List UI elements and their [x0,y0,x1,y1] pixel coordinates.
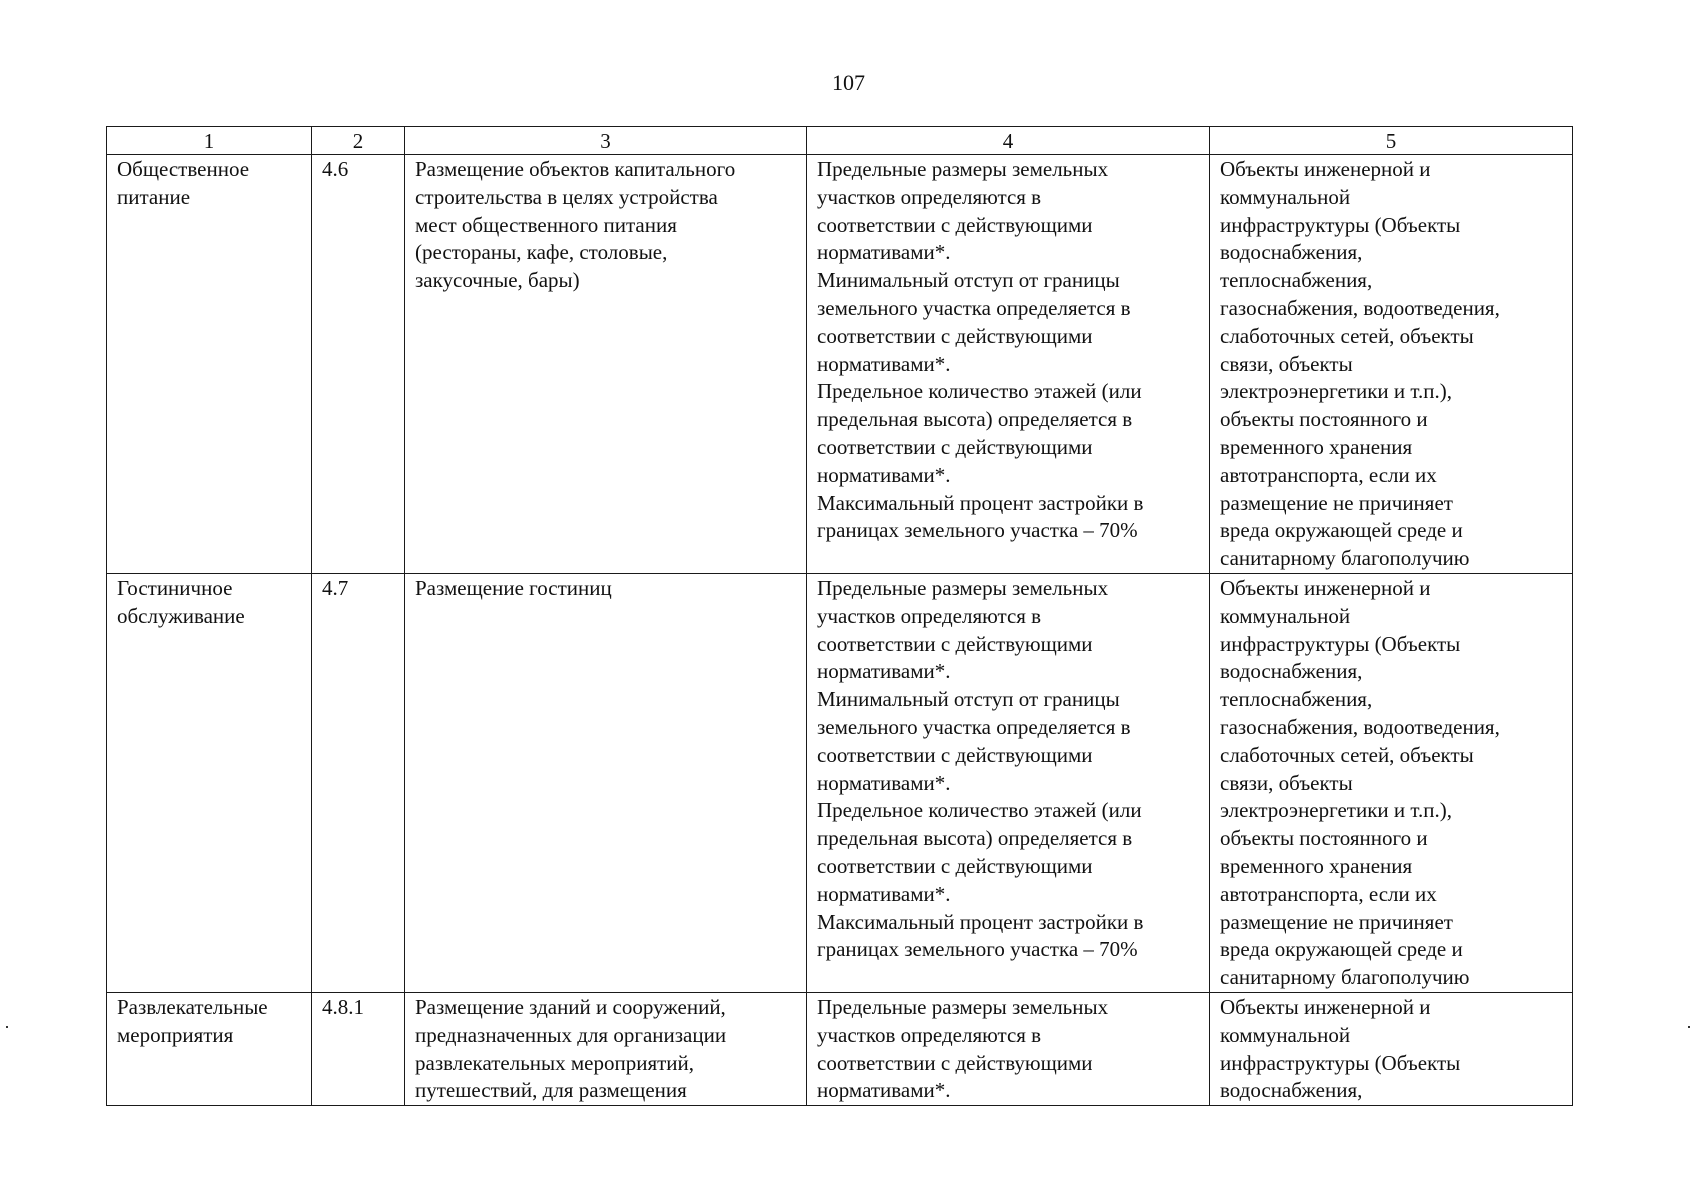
cell-text-line: Предельное количество этажей (или [817,798,1142,823]
cell-text-line: питание [117,184,191,209]
cell-text-line: связи, объекты [1220,351,1353,376]
cell-text-line: временного хранения [1220,853,1413,878]
parameters-cell [807,155,1210,574]
use-name-cell [107,573,312,992]
cell-text-line: Объекты инженерной и [1220,575,1431,600]
use-code-cell: 4.8.1 [312,992,405,1105]
cell-text-line: соответствии с действующими [817,853,1093,878]
scan-mark [1688,1026,1690,1028]
auxiliary-uses-cell [1210,573,1573,992]
cell-text-line: водоснабжения, [1220,659,1363,684]
use-description-cell [405,155,807,574]
cell-text-line: участков определяются в [817,184,1042,209]
cell-text-line: обслуживание [117,603,245,628]
scan-mark [6,1026,8,1028]
cell-text-line: Предельные размеры земельных [817,994,1109,1019]
column-header: 2 [312,127,405,155]
cell-text-line: мест общественного питания [415,212,677,237]
cell-text-line: Общественное [117,157,250,181]
cell-text-line: водоснабжения, [1220,1078,1363,1103]
cell-text-line: мероприятия [117,1022,234,1047]
cell-text-line: слаботочных сетей, объекты [1220,323,1474,348]
cell-text-line: Максимальный процент застройки в [817,490,1144,515]
cell-text-line: (рестораны, кафе, столовые, [415,240,668,265]
cell-text-line: слаботочных сетей, объекты [1220,742,1474,767]
cell-text-line: Предельные размеры земельных [817,575,1109,600]
cell-text-line: соответствии с действующими [817,742,1093,767]
table-row [107,155,1573,574]
table-row [107,992,1573,1105]
cell-text-line: Размещение зданий и сооружений, [415,994,726,1019]
cell-text-line: Размещение гостиниц [415,575,612,600]
cell-text-line: Предельные размеры земельных [817,157,1109,181]
cell-text-line: соответствии с действующими [817,434,1093,459]
cell-text-line: электроэнергетики и т.п.), [1220,798,1452,823]
cell-text-line: размещение не причиняет [1220,909,1453,934]
cell-text-line: коммунальной [1220,184,1351,209]
parameters-cell [807,992,1210,1105]
column-header: 3 [405,127,807,155]
table-row [107,573,1573,992]
cell-text-line: Минимальный отступ от границы [817,268,1120,293]
column-header: 1 [107,127,312,155]
cell-text-line: размещение не причиняет [1220,490,1453,515]
cell-text-line: водоснабжения, [1220,240,1363,265]
cell-text-line: санитарному благополучию [1220,546,1470,571]
cell-text-line: Минимальный отступ от границы [817,687,1120,712]
cell-text-line: коммунальной [1220,1022,1351,1047]
cell-text-line: границах земельного участка – 70% [817,937,1138,962]
cell-text-line: участков определяются в [817,603,1042,628]
cell-text-line: предназначенных для организации [415,1022,727,1047]
cell-text-line: земельного участка определяется в [817,714,1131,739]
parameters-cell [807,573,1210,992]
cell-text-line: предельная высота) определяется в [817,407,1133,432]
use-code-cell: 4.6 [312,155,405,574]
cell-text-line: соответствии с действующими [817,631,1093,656]
cell-text-line: нормативами*. [817,351,951,376]
use-description-cell [405,992,807,1105]
cell-text-line: путешествий, для размещения [415,1078,687,1103]
cell-text-line: Объекты инженерной и [1220,157,1431,181]
cell-text-line: нормативами*. [817,659,951,684]
use-name-cell [107,992,312,1105]
cell-text-line: коммунальной [1220,603,1351,628]
cell-text-line: Максимальный процент застройки в [817,909,1144,934]
cell-text-line: санитарному благополучию [1220,965,1470,990]
cell-text-line: нормативами*. [817,770,951,795]
table-header-row [107,127,1573,155]
cell-text-line: Объекты инженерной и [1220,994,1431,1019]
cell-text-line: газоснабжения, водоотведения, [1220,295,1500,320]
cell-text-line: участков определяются в [817,1022,1042,1047]
cell-text-line: автотранспорта, если их [1220,881,1437,906]
cell-text-line: соответствии с действующими [817,323,1093,348]
cell-text-line: нормативами*. [817,881,951,906]
cell-text-line: временного хранения [1220,434,1413,459]
cell-text-line: предельная высота) определяется в [817,826,1133,851]
cell-text-line: соответствии с действующими [817,212,1093,237]
cell-text-line: вреда окружающей среде и [1220,518,1463,543]
cell-text-line: инфраструктуры (Объекты [1220,631,1461,656]
column-header: 4 [807,127,1210,155]
cell-text-line: Развлекательные [117,994,268,1019]
cell-text-line: вреда окружающей среде и [1220,937,1463,962]
cell-text-line: автотранспорта, если их [1220,462,1437,487]
cell-text-line: объекты постоянного и [1220,826,1428,851]
use-code-cell: 4.7 [312,573,405,992]
cell-text-line: земельного участка определяется в [817,295,1131,320]
auxiliary-uses-cell [1210,155,1573,574]
cell-text-line: объекты постоянного и [1220,407,1428,432]
cell-text-line: нормативами*. [817,240,951,265]
cell-text-line: Гостиничное [117,575,233,600]
cell-text-line: электроэнергетики и т.п.), [1220,379,1452,404]
cell-text-line: развлекательных мероприятий, [415,1050,695,1075]
auxiliary-uses-cell [1210,992,1573,1105]
cell-text-line: закусочные, бары) [415,268,580,293]
zoning-table [106,126,1573,1106]
cell-text-line: нормативами*. [817,462,951,487]
cell-text-line: границах земельного участка – 70% [817,518,1138,543]
use-description-cell [405,573,807,992]
cell-text-line: соответствии с действующими [817,1050,1093,1075]
cell-text-line: газоснабжения, водоотведения, [1220,714,1500,739]
cell-text-line: теплоснабжения, [1220,268,1373,293]
cell-text-line: инфраструктуры (Объекты [1220,1050,1461,1075]
cell-text-line: теплоснабжения, [1220,687,1373,712]
cell-text-line: инфраструктуры (Объекты [1220,212,1461,237]
column-header: 5 [1210,127,1573,155]
page-number: 107 [832,70,865,95]
cell-text-line: Размещение объектов капитального [415,157,736,181]
cell-text-line: нормативами*. [817,1078,951,1103]
cell-text-line: строительства в целях устройства [415,184,718,209]
cell-text-line: Предельное количество этажей (или [817,379,1142,404]
cell-text-line: связи, объекты [1220,770,1353,795]
use-name-cell [107,155,312,574]
